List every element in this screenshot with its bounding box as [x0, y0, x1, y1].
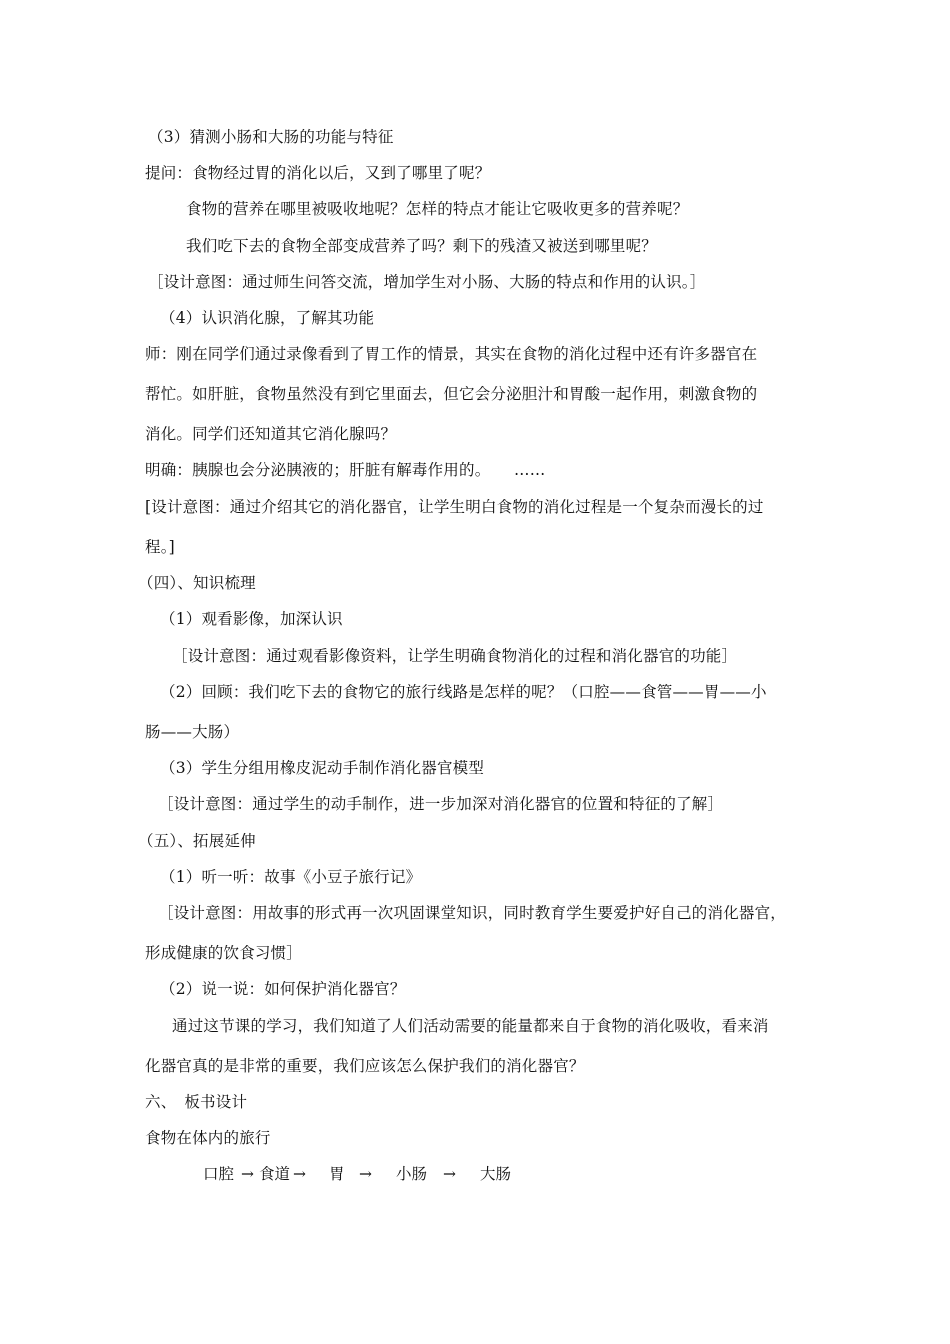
item-talk-protect: （2）说一说：如何保护消化器官？	[160, 980, 406, 998]
teacher-line-1: 师：刚在同学们通过录像看到了胃工作的情景，其实在食物的消化过程中还有许多器官在	[145, 345, 758, 363]
section-board-design: 六、 板书设计	[145, 1093, 248, 1111]
item-review-route-line-1: （2）回顾：我们吃下去的食物它的旅行线路是怎样的呢？（口腔——食管——胃——小	[160, 683, 767, 701]
section-knowledge-review: （四）、知识梳理	[138, 574, 256, 592]
section-extension: （五）、拓展延伸	[138, 832, 256, 850]
conclusion-line-2: 化器官真的是非常的重要，我们应该怎么保护我们的消化器官？	[145, 1057, 585, 1075]
item-review-route-line-2: 肠——大肠）	[145, 723, 240, 741]
flow-stomach: 胃	[329, 1165, 345, 1183]
arrow-right-icon: →	[293, 1165, 306, 1183]
flow-small-intestine: 小肠	[396, 1165, 428, 1183]
item-listen-story: （1）听一听：故事《小豆子旅行记》	[160, 868, 422, 886]
conclusion-line-1: 通过这节课的学习，我们知道了人们活动需要的能量都来自于食物的消化吸收，看来消	[172, 1017, 769, 1035]
item-clay-model: （3）学生分组用橡皮泥动手制作消化器官模型	[160, 759, 485, 777]
arrow-right-icon: →	[359, 1165, 372, 1183]
design-intent-5-line-2: 形成健康的饮食习惯］	[145, 944, 303, 962]
teacher-line-3: 消化。同学们还知道其它消化腺吗？	[145, 425, 397, 443]
heading-guess-intestines: （3）猜测小肠和大肠的功能与特征	[148, 128, 394, 146]
flow-large-intestine: 大肠	[480, 1165, 512, 1183]
heading-digestive-glands: （4）认识消化腺，了解其功能	[160, 309, 375, 327]
arrow-right-icon: →	[241, 1165, 254, 1183]
design-intent-5-line-1: ［设计意图：用故事的形式再一次巩固课堂知识，同时教育学生要爱护好自己的消化器官，	[158, 904, 787, 922]
design-intent-2-line-1: [设计意图：通过介绍其它的消化器官，让学生明白食物的消化过程是一个复杂而漫长的过	[145, 498, 764, 516]
clarify-line: 明确：胰腺也会分泌胰液的；肝脏有解毒作用的。 ……	[145, 461, 546, 479]
question-nutrition: 食物的营养在哪里被吸收地呢？怎样的特点才能让它吸收更多的营养呢？	[186, 200, 689, 218]
board-title: 食物在体内的旅行	[145, 1129, 271, 1147]
design-intent-2-line-2: 程。]	[145, 538, 175, 556]
arrow-right-icon: →	[443, 1165, 456, 1183]
flow-mouth: 口腔	[203, 1165, 235, 1183]
question-line: 提问：食物经过胃的消化以后，又到了哪里了呢？	[145, 164, 491, 182]
design-intent-4: ［设计意图：通过学生的动手制作，进一步加深对消化器官的位置和特征的了解］	[158, 795, 724, 813]
design-intent-3: ［设计意图：通过观看影像资料，让学生明确食物消化的过程和消化器官的功能］	[172, 647, 738, 665]
flow-esophagus: 食道	[259, 1165, 291, 1183]
question-residue: 我们吃下去的食物全部变成营养了吗？剩下的残渣又被送到哪里呢？	[186, 237, 658, 255]
design-intent-1: ［设计意图：通过师生问答交流，增加学生对小肠、大肠的特点和作用的认识。］	[148, 273, 706, 291]
item-watch-video: （1）观看影像，加深认识	[160, 610, 343, 628]
teacher-line-2: 帮忙。如肝脏，食物虽然没有到它里面去，但它会分泌胆汁和胃酸一起作用，刺激食物的	[145, 385, 758, 403]
